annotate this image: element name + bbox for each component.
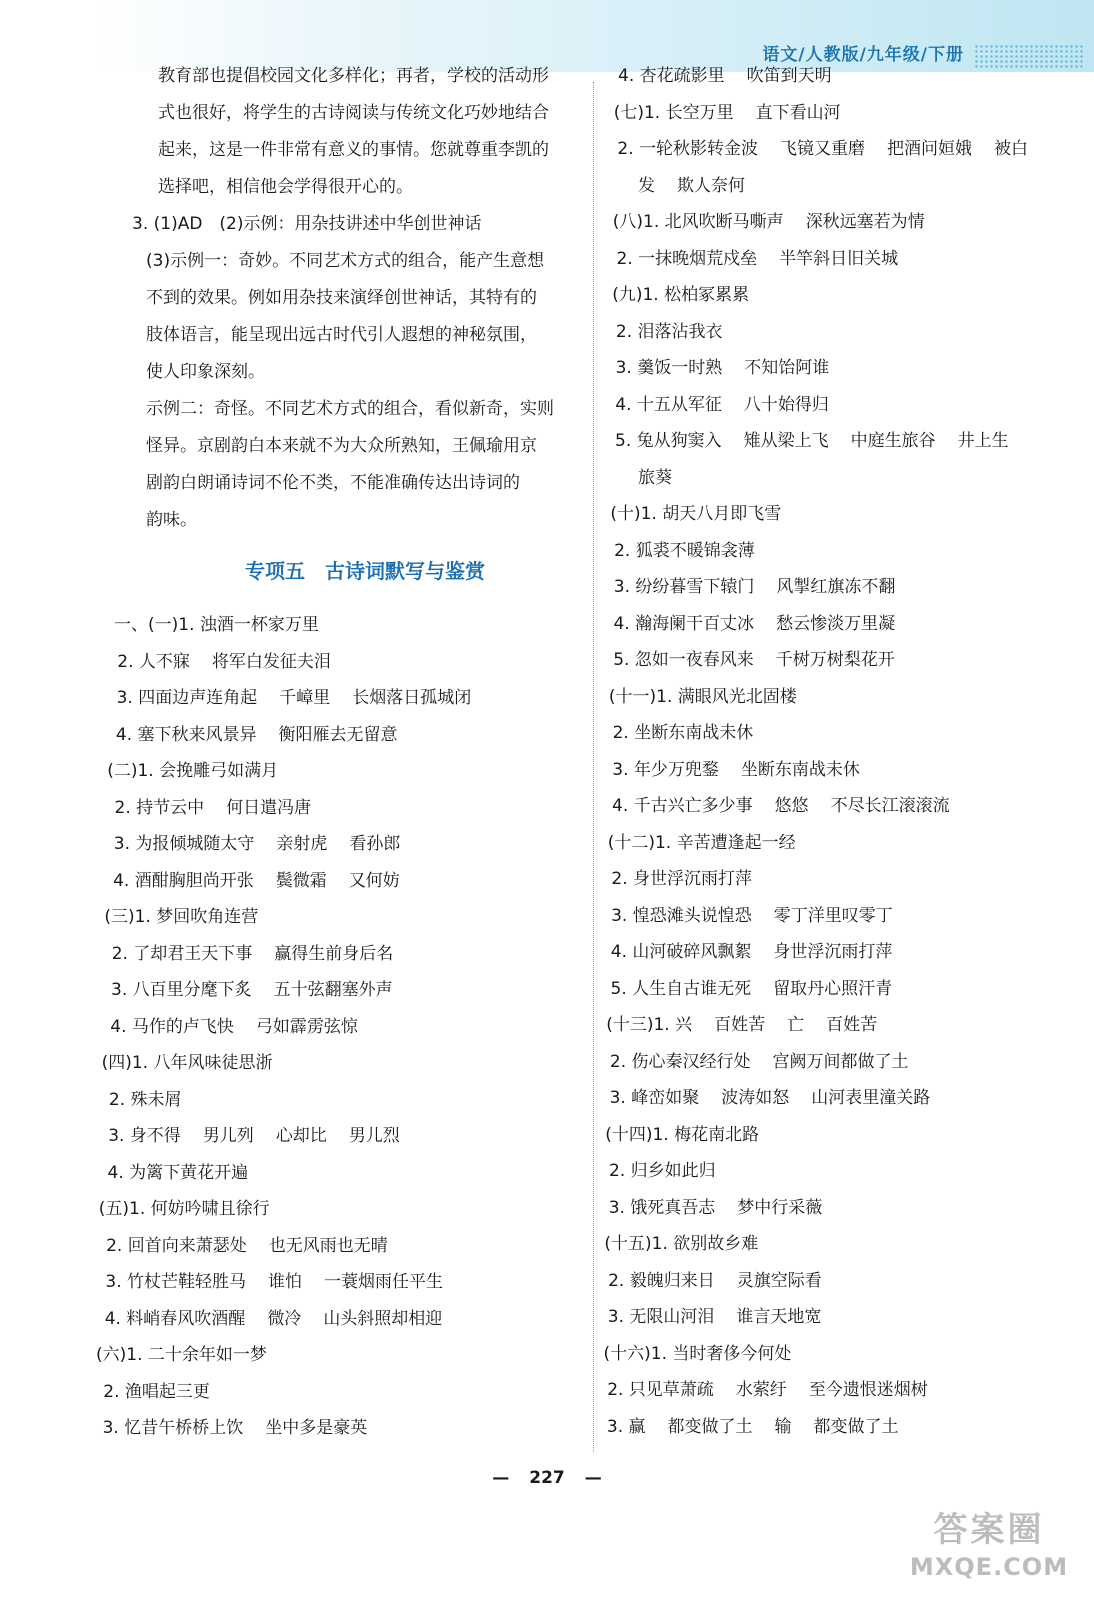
answer-segment: 男儿烈 [348, 1126, 400, 1146]
answer-segment: 3. 忆昔午桥桥上饮 [102, 1418, 244, 1438]
answer-segment: 雉从梁上飞 [743, 431, 829, 451]
answer-line [600, 168, 1080, 205]
column-divider [593, 82, 594, 1452]
answer-segment: (六)1. 二十余年如一梦 [96, 1345, 267, 1365]
answer-segment: 2. 毅魄归来日 [608, 1270, 715, 1291]
answer-segment: 愁云惨淡万里凝 [776, 613, 896, 634]
answer-segment: 波涛如怒 [721, 1088, 790, 1108]
answer-segment: 何日遣冯唐 [226, 797, 312, 818]
text-line: 使人印象深刻。 [146, 362, 265, 382]
answer-segment: 3. 羹饭一时熟 [615, 358, 723, 378]
answer-line [600, 204, 1080, 241]
answer-segment: 千嶂里 [279, 688, 331, 708]
page-dash: — [492, 1468, 510, 1488]
answer-segment: 3. 竹杖芒鞋轻胜马 [105, 1272, 247, 1292]
answer-segment: 3. 惶恐滩头说惶恐 [611, 905, 752, 926]
text-line: (3)示例一：奇妙。不同艺术方式的组合，能产生意想 [146, 251, 545, 271]
answer-list-right [600, 58, 1080, 1445]
page-number-value: 227 [529, 1468, 565, 1488]
watermark-logo [904, 1508, 1074, 1588]
answer-line [92, 1009, 582, 1046]
answer-segment: 2. 回首向来萧瑟处 [106, 1235, 247, 1256]
answer-segment: 山河表里潼关路 [811, 1088, 931, 1108]
answer-segment: 又何妨 [348, 870, 400, 891]
answer-segment: 梦中行采薇 [737, 1197, 823, 1218]
answer-line [92, 607, 582, 644]
answer-segment: 3. 八百里分麾下炙 [111, 980, 252, 1000]
answer-segment: 2. 了却君王天下事 [111, 943, 253, 964]
answer-line [600, 861, 1080, 898]
answer-line [600, 1007, 1080, 1044]
answer-segment: 2. 身世浮沉雨打萍 [611, 869, 753, 889]
answer-line [92, 1374, 582, 1411]
answer-segment: 4. 千古兴亡多少事 [612, 796, 753, 816]
answer-segment: 3. 身不得 [108, 1126, 181, 1146]
answer-segment: 5. 人生自古谁无死 [610, 978, 752, 999]
answer-segment: 心却比 [275, 1126, 327, 1146]
answer-segment: 4. 马作的卢飞快 [110, 1016, 234, 1037]
answer-segment: 4. 杏花疏影里 [618, 66, 725, 86]
answer-segment: 亲射虎 [276, 834, 328, 854]
answer-line [600, 496, 1080, 533]
answer-segment: 4. 料峭春风吹酒醒 [104, 1308, 246, 1329]
page-number [0, 1468, 1094, 1488]
answer-segment: 鬓微霜 [275, 870, 327, 891]
question-3-answer [92, 206, 582, 539]
answer-segment: 3. 赢 [606, 1416, 646, 1437]
answer-segment: 坐中多是豪英 [265, 1418, 368, 1438]
text-line: 式也很好，将学生的古诗阅读与传统文化巧妙地结合 [158, 103, 549, 123]
answer-segment: 2. 只见草萧疏 [607, 1380, 714, 1400]
answer-segment: 2. 坐断东南战未休 [612, 723, 754, 743]
answer-segment: 不尽长江滚滚流 [830, 796, 950, 816]
section-name: 古诗词默写与鉴赏 [325, 559, 485, 583]
answer-line [600, 642, 1080, 679]
answer-line [92, 972, 582, 1009]
answer-segment: 水萦纡 [735, 1380, 787, 1400]
answer-segment: 宫阙万间都做了土 [772, 1051, 909, 1072]
answer-line [92, 644, 582, 681]
answer-segment: 都变做了土 [813, 1416, 899, 1437]
answer-line [92, 790, 582, 827]
answer-line [92, 1191, 582, 1228]
answer-segment: 长烟落日孤城闭 [352, 688, 472, 708]
answer-segment: 弓如霹雳弦惊 [255, 1016, 358, 1037]
answer-line [92, 717, 582, 754]
answer-segment: 一蓑烟雨任平生 [324, 1272, 444, 1292]
answer-segment: 输 [774, 1416, 792, 1437]
answer-segment: 直下看山河 [755, 102, 841, 123]
intro-paragraph [92, 58, 582, 206]
answer-line [600, 460, 1080, 497]
answer-line [600, 241, 1080, 278]
text-line: 肢体语言，能呈现出远古时代引人遐想的神秘氛围， [146, 325, 537, 345]
answer-segment: 3. 年少万兜鍪 [612, 759, 719, 780]
answer-segment: 井上生 [957, 431, 1009, 451]
answer-line [92, 863, 582, 900]
answer-segment: 吹笛到天明 [746, 66, 832, 86]
answer-line [600, 1153, 1080, 1190]
text-line: 韵味。 [146, 510, 197, 530]
answer-segment: 将军白发征夫泪 [211, 651, 331, 672]
header-title: 语文/人教版/九年级/下册 [762, 45, 964, 65]
watermark-url: MXQE.COM [909, 1553, 1069, 1581]
answer-line [600, 825, 1080, 862]
answer-segment: 中庭生旅谷 [850, 431, 936, 451]
answer-segment: 山头斜照却相迎 [323, 1308, 443, 1329]
answer-segment: (十三)1. 兴 [606, 1015, 693, 1035]
answer-segment: 把酒问姮娥 [887, 139, 973, 159]
answer-segment: (五)1. 何妨吟啸且徐行 [98, 1199, 270, 1219]
answer-segment: 2. 渔唱起三更 [103, 1381, 210, 1402]
answer-segment: 发 [638, 175, 655, 196]
answer-segment: 深秋远塞若为情 [805, 212, 925, 232]
answer-segment: 坐断东南战未休 [740, 759, 860, 780]
answer-segment: 五十弦翻塞外声 [273, 980, 393, 1000]
answer-segment: 2. 泪落沾我衣 [615, 321, 723, 342]
answer-segment: 4. 山河破碎风飘絮 [610, 942, 752, 962]
answer-segment: 2. 人不寐 [117, 651, 190, 672]
answer-line [92, 1045, 582, 1082]
answer-line [92, 899, 582, 936]
answer-segment: 百姓苦 [714, 1015, 766, 1035]
text-line: 示例二：奇怪。不同艺术方式的组合，看似新奇，实则 [146, 399, 554, 419]
text-line: 不到的效果。例如用杂技来演绎创世神话，其特有的 [146, 288, 537, 308]
answer-line [600, 934, 1080, 971]
answer-segment: 2. 持节云中 [114, 797, 205, 818]
answer-line [92, 826, 582, 863]
answer-segment: 4. 十五从军征 [615, 394, 722, 415]
answer-segment: 2. 一轮秋影转金波 [617, 139, 759, 159]
answer-segment: 3. 无限山河泪 [607, 1307, 715, 1327]
answer-line [600, 606, 1080, 643]
answer-segment: (十一)1. 满眼风光北固楼 [608, 686, 797, 707]
section-number: 专项五 [245, 559, 305, 583]
answer-segment: 3. 纷纷暮雪下辕门 [613, 577, 755, 597]
answer-segment: 4. 为篱下黄花开遍 [107, 1162, 249, 1183]
answer-line [600, 423, 1080, 460]
text-line: 教育部也提倡校园文化多样化；再者，学校的活动形 [158, 66, 549, 86]
answer-segment: (十二)1. 辛苦遭逢起一经 [607, 832, 796, 853]
answer-segment: (七)1. 长空万里 [613, 102, 734, 123]
answer-line [600, 1190, 1080, 1227]
answer-segment: 灵旗空际看 [736, 1270, 822, 1291]
answer-line [600, 1336, 1080, 1373]
answer-segment: (十)1. 胡天八月即飞雪 [610, 504, 782, 524]
answer-segment: 2. 一抹晚烟荒戍垒 [616, 248, 758, 269]
answer-line [600, 1299, 1080, 1336]
answer-segment: 男儿列 [202, 1126, 254, 1146]
answer-segment: 赢得生前身后名 [274, 943, 394, 964]
answer-segment: 3. 为报倾城随太守 [113, 834, 255, 854]
answer-segment: 也无风雨也无晴 [268, 1235, 388, 1256]
answer-line [600, 1117, 1080, 1154]
answer-segment: (十四)1. 梅花南北路 [605, 1124, 760, 1145]
answer-segment: 2. 伤心秦汉经行处 [609, 1051, 751, 1072]
answer-line [600, 277, 1080, 314]
answer-line [600, 533, 1080, 570]
answer-line [600, 788, 1080, 825]
answer-segment: 旅葵 [638, 467, 672, 488]
answer-list-left [92, 607, 582, 1447]
watermark-name: 答案圈 [933, 1510, 1045, 1550]
answer-segment: 都变做了土 [667, 1416, 753, 1437]
left-column [92, 58, 582, 1447]
answer-line [600, 387, 1080, 424]
answer-segment: 风掣红旗冻不翻 [776, 577, 896, 597]
answer-segment: 八十始得归 [743, 394, 829, 415]
section-title [92, 547, 582, 607]
answer-line [600, 715, 1080, 752]
text-line: 剧韵白朗诵诗词不伦不类，不能准确传达出诗词的 [146, 473, 520, 493]
answer-segment: (十六)1. 当时奢侈今何处 [603, 1343, 792, 1364]
answer-line [600, 58, 1080, 95]
answer-line [600, 1226, 1080, 1263]
answer-segment: 留取丹心照汗青 [773, 978, 893, 999]
answer-line [600, 1080, 1080, 1117]
answer-segment: (二)1. 会挽雕弓如满月 [107, 761, 279, 781]
answer-line [92, 1264, 582, 1301]
answer-line [92, 936, 582, 973]
answer-segment: 千树万树梨花开 [775, 650, 895, 670]
answer-line [92, 1301, 582, 1338]
answer-segment: 3. 峰峦如聚 [609, 1088, 700, 1108]
answer-line [92, 1155, 582, 1192]
answer-segment: 亡 [787, 1015, 805, 1035]
answer-segment: 看孙郎 [349, 834, 401, 854]
answer-line [600, 95, 1080, 132]
answer-segment: 谁怕 [268, 1272, 303, 1292]
answer-line [600, 679, 1080, 716]
answer-line [92, 1228, 582, 1265]
answer-segment: 谁言天地宽 [736, 1307, 822, 1327]
answer-line [600, 569, 1080, 606]
answer-segment: 衡阳雁去无留意 [278, 724, 398, 745]
answer-line [600, 1044, 1080, 1081]
answer-segment: 3. 饿死真吾志 [608, 1197, 716, 1218]
answer-segment: 2. 狐裘不暖锦衾薄 [614, 540, 755, 561]
answer-line [92, 1410, 582, 1447]
answer-segment: (四)1. 八年风味徒思浙 [101, 1053, 273, 1073]
answer-segment: 3. 四面边声连角起 [116, 688, 258, 708]
answer-line [600, 131, 1080, 168]
answer-line [600, 898, 1080, 935]
answer-segment: 4. 酒酣胸胆尚开张 [113, 870, 254, 891]
answer-line [92, 1118, 582, 1155]
answer-segment: 不知饴阿谁 [744, 358, 830, 378]
answer-segment: 百姓苦 [826, 1015, 878, 1035]
text-line: 选择吧，相信他会学得很开心的。 [158, 177, 413, 197]
answer-segment: 零丁洋里叹零丁 [773, 905, 893, 926]
answer-segment: 至今遗恨迷烟树 [808, 1380, 928, 1400]
answer-line [92, 1337, 582, 1374]
page-dash: — [584, 1468, 602, 1488]
right-column [600, 58, 1080, 1445]
answer-segment: 微冷 [267, 1308, 302, 1329]
answer-segment: 半竿斜日旧关城 [779, 248, 899, 269]
answer-line [600, 1263, 1080, 1300]
text-line: 怪异。京剧韵白本来就不为大众所熟知，王佩瑜用京 [146, 436, 537, 456]
answer-segment: (九)1. 松柏冢累累 [612, 285, 750, 305]
answer-segment: 5. 忽如一夜春风来 [613, 650, 754, 670]
answer-segment: 4. 塞下秋来风景异 [115, 724, 257, 745]
text-line: 起来，这是一件非常有意义的事情。您就尊重李凯的 [158, 140, 549, 160]
answer-line [600, 1409, 1080, 1446]
answer-segment: 悠悠 [774, 796, 809, 816]
answer-line [600, 314, 1080, 351]
answer-line [600, 752, 1080, 789]
answer-segment: 欺人奈何 [677, 175, 745, 196]
answer-line [92, 1082, 582, 1119]
answer-segment: (三)1. 梦回吹角连营 [104, 907, 259, 927]
answer-line [92, 753, 582, 790]
answer-segment: 一、(一)1. 浊酒一杯家万里 [114, 615, 319, 635]
answer-segment: 5. 兔从狗窦入 [615, 431, 722, 451]
answer-segment: 2. 归乡如此归 [609, 1161, 716, 1181]
answer-line [600, 971, 1080, 1008]
answer-segment: 2. 殊未屑 [108, 1089, 182, 1110]
answer-segment: (八)1. 北风吹断马嘶声 [612, 212, 784, 232]
answer-segment: 4. 瀚海阑干百丈冰 [613, 613, 755, 634]
answer-segment: 被白 [994, 139, 1029, 159]
answer-line [92, 680, 582, 717]
answer-segment: 身世浮沉雨打萍 [773, 942, 893, 962]
text-line: 3. (1)AD (2)示例：用杂技讲述中华创世神话 [132, 214, 482, 234]
answer-line [600, 350, 1080, 387]
answer-segment: (十五)1. 欲别故乡难 [604, 1234, 759, 1254]
answer-line [600, 1372, 1080, 1409]
answer-segment: 飞镜又重磨 [780, 139, 866, 159]
